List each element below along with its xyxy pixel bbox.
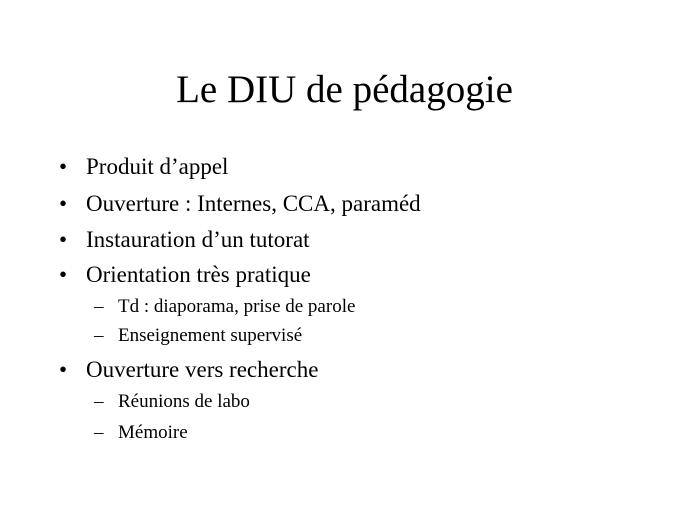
bullet-text: Orientation très pratique — [86, 262, 311, 287]
bullet-text: Produit d’appel — [86, 154, 229, 179]
bullet-text: Instauration d’un tutorat — [86, 227, 310, 252]
sub-bullet-text: Td : diaporama, prise de parole — [118, 296, 356, 317]
dash-marker: – — [94, 325, 104, 346]
sub-bullet-item — [94, 295, 356, 319]
bullet-text: Ouverture : Internes, CCA, paraméd — [86, 191, 421, 216]
sub-bullet-text: Mémoire — [118, 422, 188, 443]
sub-bullet-item — [94, 421, 188, 445]
bullet-marker: • — [59, 357, 68, 382]
sub-bullet-item — [94, 390, 250, 414]
bullet-marker: • — [59, 191, 68, 216]
sub-bullet-item — [94, 324, 303, 348]
bullet-text: Ouverture vers recherche — [86, 357, 319, 382]
bullet-item — [59, 356, 319, 384]
dash-marker: – — [94, 391, 104, 412]
bullet-item — [59, 153, 229, 181]
bullet-item — [59, 226, 310, 254]
slide-title: Le DIU de pédagogie — [176, 68, 513, 111]
bullet-item — [59, 261, 311, 289]
dash-marker: – — [94, 422, 104, 443]
bullet-marker: • — [59, 227, 68, 252]
sub-bullet-text: Réunions de labo — [118, 391, 250, 412]
bullet-item — [59, 190, 421, 218]
bullet-marker: • — [59, 262, 68, 287]
bullet-marker: • — [59, 154, 68, 179]
dash-marker: – — [94, 296, 104, 317]
sub-bullet-text: Enseignement supervisé — [118, 325, 303, 346]
